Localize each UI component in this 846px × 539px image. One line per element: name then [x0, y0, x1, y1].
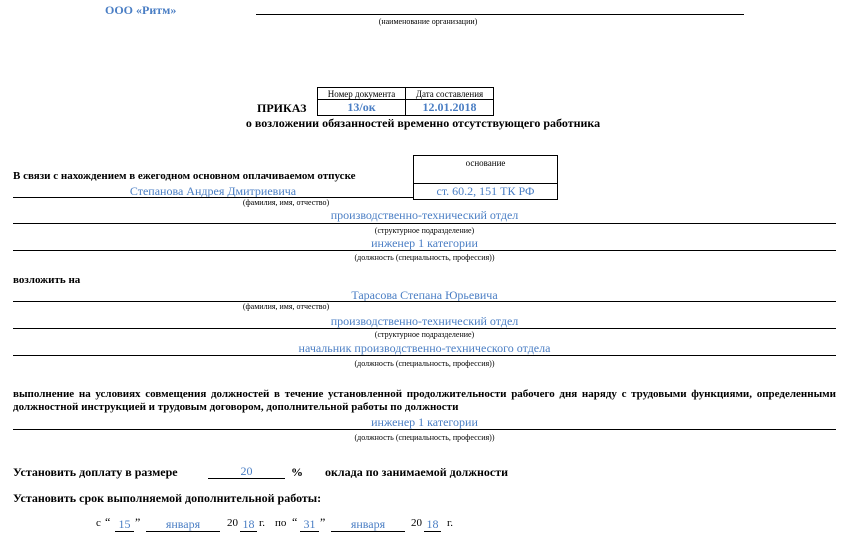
order-subtitle: о возложении обязанностей временно отсутствующего работника: [245, 116, 601, 130]
org-caption: (наименование организации): [378, 17, 478, 26]
assignee-name: Тарасова Степана Юрьевича: [351, 288, 498, 302]
org-line: [256, 14, 744, 15]
pay-label: Установить доплату в размере: [13, 465, 178, 479]
basis-header: основание: [414, 156, 558, 184]
doc-number-table: [317, 87, 494, 116]
term-from-word: с: [96, 517, 101, 529]
assignee-position-caption: (должность (специальность, профессия)): [354, 359, 495, 368]
org-name: ООО «Ритм»: [105, 3, 177, 17]
term-from-year-suffix: г.: [259, 517, 266, 529]
order-title: ПРИКАЗ: [257, 101, 307, 115]
doc-date: 12.01.2018: [406, 100, 494, 116]
term-from-month: января: [165, 517, 201, 531]
duties-position-line: [13, 429, 836, 430]
term-from-year-line: [240, 531, 257, 532]
term-to-day: 31: [303, 517, 316, 531]
term-to-year-suffix: г.: [447, 517, 454, 529]
term-to-year: 18: [426, 517, 439, 531]
term-to-year-prefix: 20: [411, 517, 422, 529]
pay-value: 20: [240, 464, 253, 478]
term-to-close-quote: ”: [320, 515, 326, 529]
assignee-department: производственно-технический отдел: [330, 314, 519, 328]
term-to-word: по: [275, 517, 287, 529]
basis-table: [413, 155, 558, 200]
pay-suffix: оклада по занимаемой должности: [325, 465, 509, 479]
date-header: Дата составления: [406, 88, 494, 100]
term-from-open-quote: “: [105, 515, 111, 529]
term-to-open-quote: “: [292, 515, 298, 529]
term-from-day: 15: [118, 517, 131, 531]
number-header: Номер документа: [318, 88, 406, 100]
duties-text: выполнение на условиях совмещения должностей в течение установленной продолжительности рабочего дня наряду с трудовыми функциями, определенными должностной инструкцией и трудовым договором, дополнительной работы по должности: [13, 388, 836, 413]
absent-position-line: [13, 250, 836, 251]
term-to-day-line: [300, 531, 319, 532]
absent-name-caption: (фамилия, имя, отчество): [242, 198, 330, 207]
absent-intro: В связи с нахождением в ежегодном основном оплачиваемом отпуске: [13, 170, 356, 182]
term-label: Установить срок выполняемой дополнительной работы:: [13, 491, 322, 505]
duties-position-caption: (должность (специальность, профессия)): [354, 433, 495, 442]
absent-position: инженер 1 категории: [371, 236, 478, 250]
assignee-department-caption: (структурное подразделение): [374, 330, 475, 339]
absent-department: производственно-технический отдел: [330, 208, 519, 222]
absent-name: Степанова Андрея Дмитриевича: [129, 184, 297, 198]
absent-department-caption: (структурное подразделение): [374, 226, 475, 235]
term-from-close-quote: ”: [135, 515, 141, 529]
pay-value-line: [208, 478, 285, 479]
basis-value: ст. 60.2, 151 ТК РФ: [414, 184, 558, 200]
term-from-month-line: [146, 531, 220, 532]
assignee-name-caption: (фамилия, имя, отчество): [242, 302, 330, 311]
doc-number: 13/ок: [318, 100, 406, 116]
term-to-month: января: [350, 517, 386, 531]
term-from-year-prefix: 20: [227, 517, 238, 529]
assignee-position: начальник производственно-технического отдела: [298, 341, 551, 355]
pay-unit: %: [291, 465, 303, 479]
absent-position-caption: (должность (специальность, профессия)): [354, 253, 495, 262]
assignee-intro: возложить на: [13, 274, 81, 286]
term-from-day-line: [115, 531, 134, 532]
assignee-position-line: [13, 355, 836, 356]
assignee-department-line: [13, 328, 836, 329]
absent-department-line: [13, 223, 836, 224]
term-to-month-line: [331, 531, 405, 532]
duties-position: инженер 1 категории: [371, 415, 478, 429]
term-from-year: 18: [242, 517, 255, 531]
term-to-year-line: [424, 531, 441, 532]
